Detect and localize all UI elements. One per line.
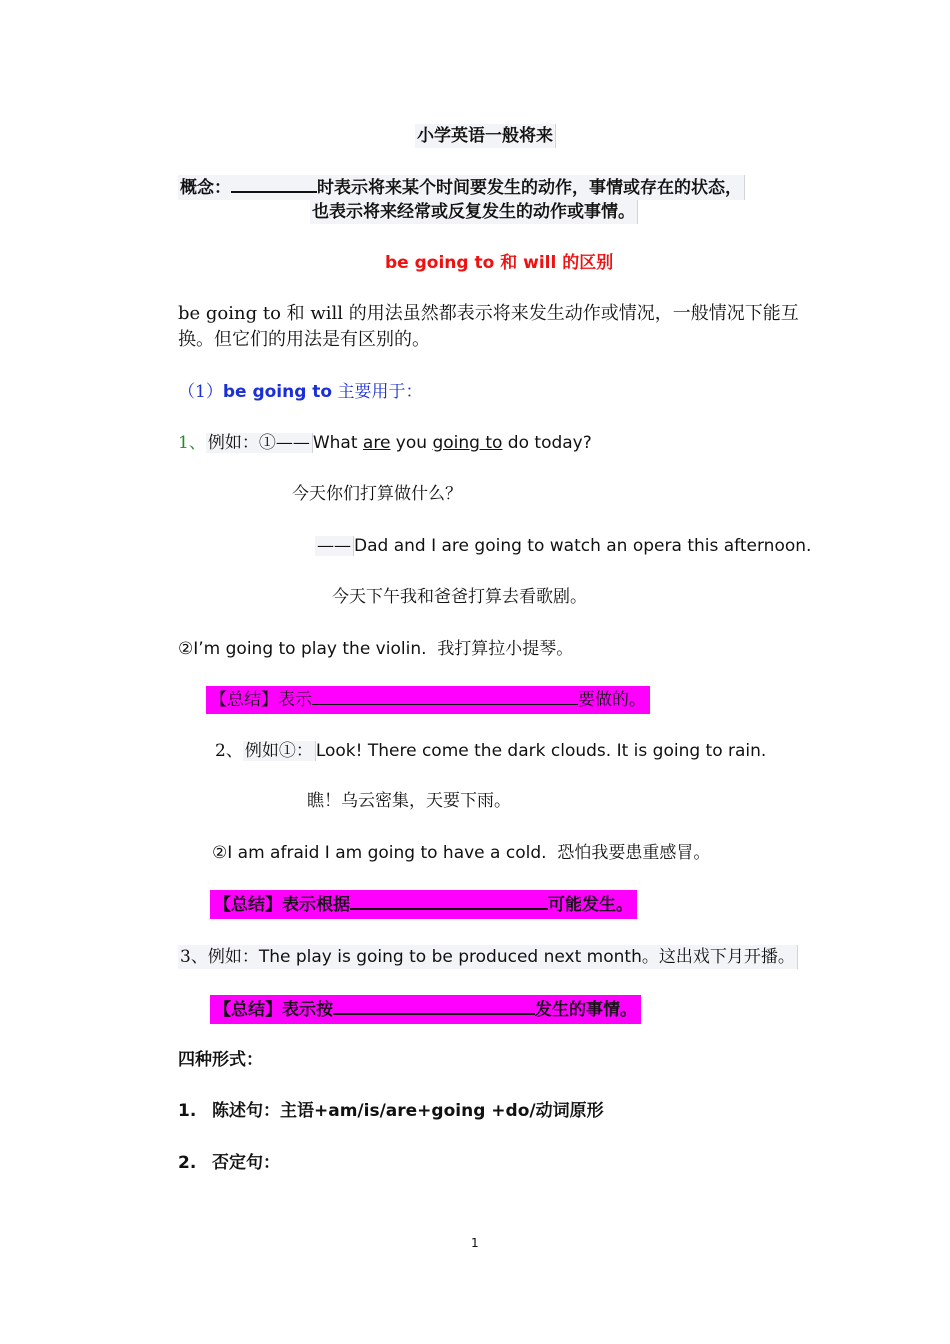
example2-sentence1 [215, 739, 766, 763]
forms-heading [178, 1048, 263, 1072]
example1-num: 1、 [178, 433, 206, 453]
summary3-pre: 【总结】表示按 [214, 1000, 333, 1020]
answer-dash: —— [315, 536, 354, 556]
q-part3: do today? [502, 433, 592, 453]
summary2-blank [350, 892, 548, 910]
summary1-post: 要做的。 [578, 690, 646, 710]
concept-blank [231, 175, 317, 193]
forms-item1-text: 陈述句：主语+am/is/are+going +do/动词原形 [212, 1101, 604, 1121]
concept-line-1 [178, 175, 745, 200]
page-title [415, 124, 556, 148]
summary2-pre: 【总结】表示根据 [214, 895, 350, 915]
example1-answer [315, 534, 811, 558]
answer-text: Dad and I are going to watch an opera this afternoon. [354, 536, 812, 556]
example1-label: 例如：①—— [206, 433, 313, 453]
ex2-2-num: ② [212, 843, 228, 863]
example2-num: 2、 [215, 741, 243, 761]
ex1-2-cn: 我打算拉小提琴。 [437, 639, 574, 659]
section-heading [385, 251, 613, 275]
forms-item-2 [178, 1151, 280, 1175]
forms-item-1 [178, 1099, 604, 1123]
q-are: are [362, 433, 391, 453]
ex2-2-cn: 恐怕我要患重感冒。 [557, 843, 711, 863]
intro-line2-text: 换。但它们的用法是有区别的。 [178, 329, 430, 350]
example3-summary [210, 995, 641, 1024]
usage-heading-prefix: （1） [178, 382, 223, 402]
q-part2: you [390, 433, 433, 453]
example3-prefix: 3、例如： [180, 947, 259, 967]
example2-sentence2 [212, 841, 710, 865]
forms-item1-num: 1. [178, 1101, 197, 1121]
page-number-text: 1 [471, 1236, 479, 1250]
example1-sentence2 [178, 637, 573, 661]
ex2-1-cn: 瞧！乌云密集，天要下雨。 [307, 791, 511, 811]
example3-sentence [178, 945, 798, 969]
title-text: 小学英语一般将来 [417, 126, 553, 146]
section-heading-text: be going to 和 will 的区别 [385, 253, 614, 273]
concept-line1-text: 时表示将来某个时间要发生的动作，事情或存在的状态， [317, 178, 742, 198]
forms-heading-text: 四种形式： [178, 1050, 263, 1070]
forms-item2-num: 2. [178, 1153, 197, 1173]
q-part1: What [312, 433, 363, 453]
q-translation-text: 今天你们打算做什么？ [292, 484, 462, 504]
intro-line1-text: be going to 和 will 的用法虽然都表示将来发生动作或情况，一般情况下能互 [178, 303, 799, 324]
example2-label: 例如①： [243, 741, 316, 761]
usage-heading [178, 380, 423, 404]
example3-cn: 。这出戏下月开播。 [641, 947, 795, 967]
ex1-2-en: I’m going to play the violin. [193, 639, 427, 659]
example3-en: The play is going to be produced next month [258, 947, 642, 967]
page-number [471, 1235, 479, 1251]
summary1-blank [312, 688, 578, 705]
example1-question [178, 431, 592, 455]
usage-heading-term: be going to [222, 382, 333, 402]
ex2-1-en: Look! There come the dark clouds. It is going to rain. [315, 741, 767, 761]
example2-summary [210, 890, 637, 919]
concept-line2-text: 也表示将来经常或反复发生的动作或事情。 [312, 202, 635, 222]
intro-line-2 [178, 328, 430, 352]
example2-translation [307, 789, 511, 813]
answer-translation-text: 今天下午我和爸爸打算去看歌剧。 [332, 587, 587, 607]
q-going: going to [432, 433, 503, 453]
example1-summary [206, 686, 650, 714]
example1-question-translation [292, 482, 462, 506]
summary2-post: 可能发生。 [548, 895, 633, 915]
ex1-2-num: ② [178, 639, 194, 659]
intro-line-1 [178, 302, 799, 326]
usage-heading-suffix: 主要用于： [332, 382, 423, 402]
concept-line-2 [310, 200, 638, 224]
summary1-pre: 【总结】表示 [210, 690, 312, 710]
ex2-2-en: I am afraid I am going to have a cold. [227, 843, 547, 863]
concept-label: 概念： [180, 178, 231, 198]
example1-answer-translation [332, 585, 587, 609]
summary3-blank [333, 997, 535, 1015]
summary3-post: 发生的事情。 [535, 1000, 637, 1020]
forms-item2-text: 否定句： [212, 1153, 280, 1173]
